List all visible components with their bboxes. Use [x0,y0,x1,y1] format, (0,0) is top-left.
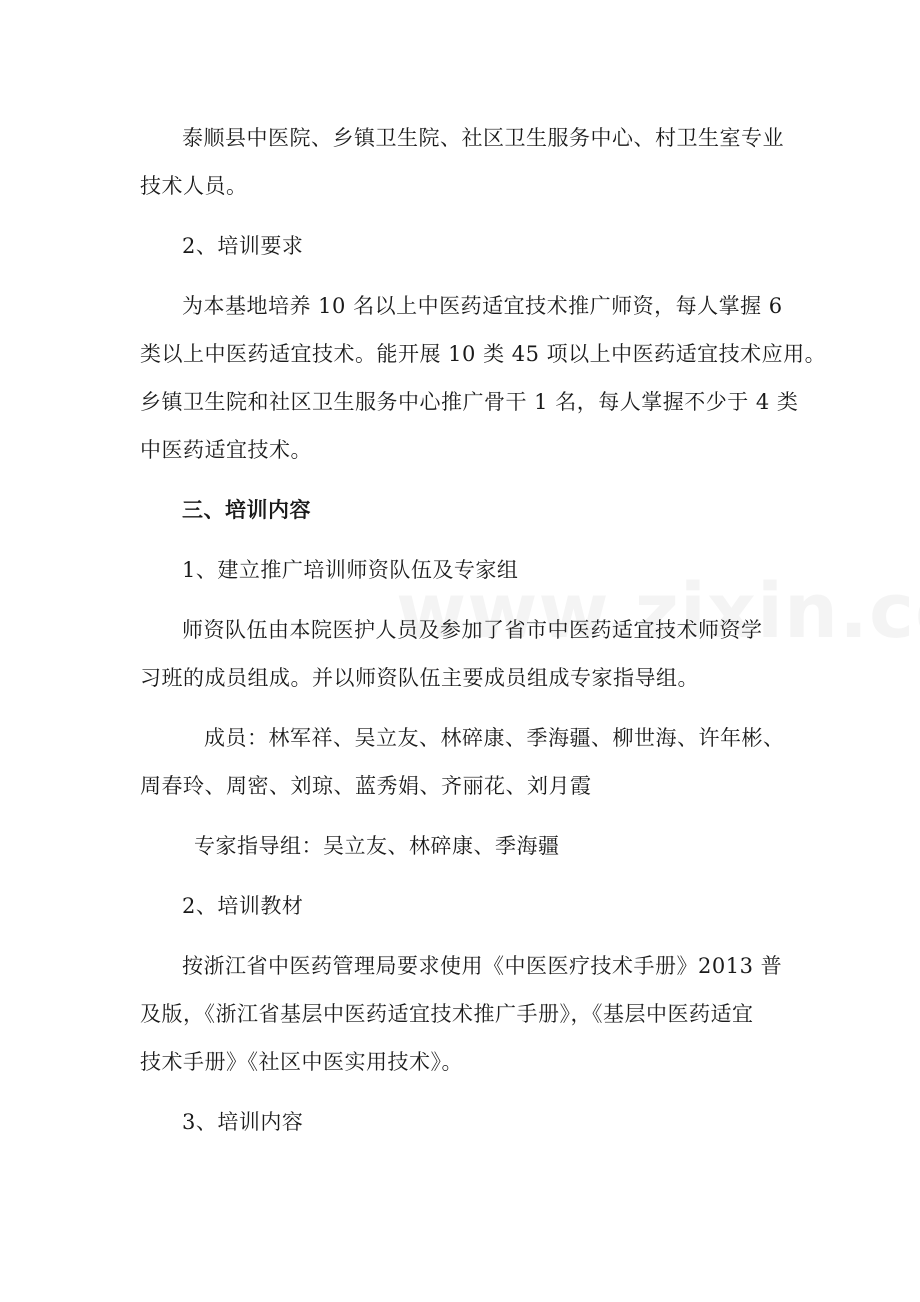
section-heading-faculty: 1、建立推广培训师资队伍及专家组 [182,558,519,582]
chapter-heading-training-content: 三、培训内容 [182,497,311,522]
paragraph-line-11: 技术手册》《社区中医实用技术》。 [140,1050,463,1074]
section-heading-content: 3、培训内容 [182,1110,304,1134]
paragraph-line-8: 习班的成员组成。并以师资队伍主要成员组成专家指导组。 [140,666,699,690]
expert-group-line: 专家指导组：吴立友、林碎康、季海疆 [194,834,560,858]
paragraph-line-1: 泰顺县中医院、乡镇卫生院、社区卫生服务中心、村卫生室专业 [182,126,784,150]
paragraph-line-9: 按浙江省中医药管理局要求使用《中医医疗技术手册》2013 普 [182,954,783,978]
paragraph-line-4: 类以上中医药适宜技术。能开展 10 类 45 项以上中医药适宜技术应用。 [140,342,827,366]
paragraph-line-2: 技术人员。 [140,174,248,198]
paragraph-line-6: 中医药适宜技术。 [140,438,312,462]
paragraph-line-5: 乡镇卫生院和社区卫生服务中心推广骨干 1 名，每人掌握不少于 4 类 [140,390,799,414]
paragraph-line-3: 为本基地培养 10 名以上中医药适宜技术推广师资，每人掌握 6 [182,294,783,318]
section-heading-textbooks: 2、培训教材 [182,894,304,918]
members-line-1: 成员：林军祥、吴立友、林碎康、季海疆、柳世海、许年彬、 [204,726,785,750]
members-line-2: 周春玲、周密、刘琼、蓝秀娟、齐丽花、刘月霞 [140,774,592,798]
paragraph-line-10: 及版，《浙江省基层中医药适宜技术推广手册》，《基层中医药适宜 [140,1002,754,1026]
paragraph-line-7: 师资队伍由本院医护人员及参加了省市中医药适宜技术师资学 [182,618,763,642]
section-heading-training-requirements: 2、培训要求 [182,234,304,258]
